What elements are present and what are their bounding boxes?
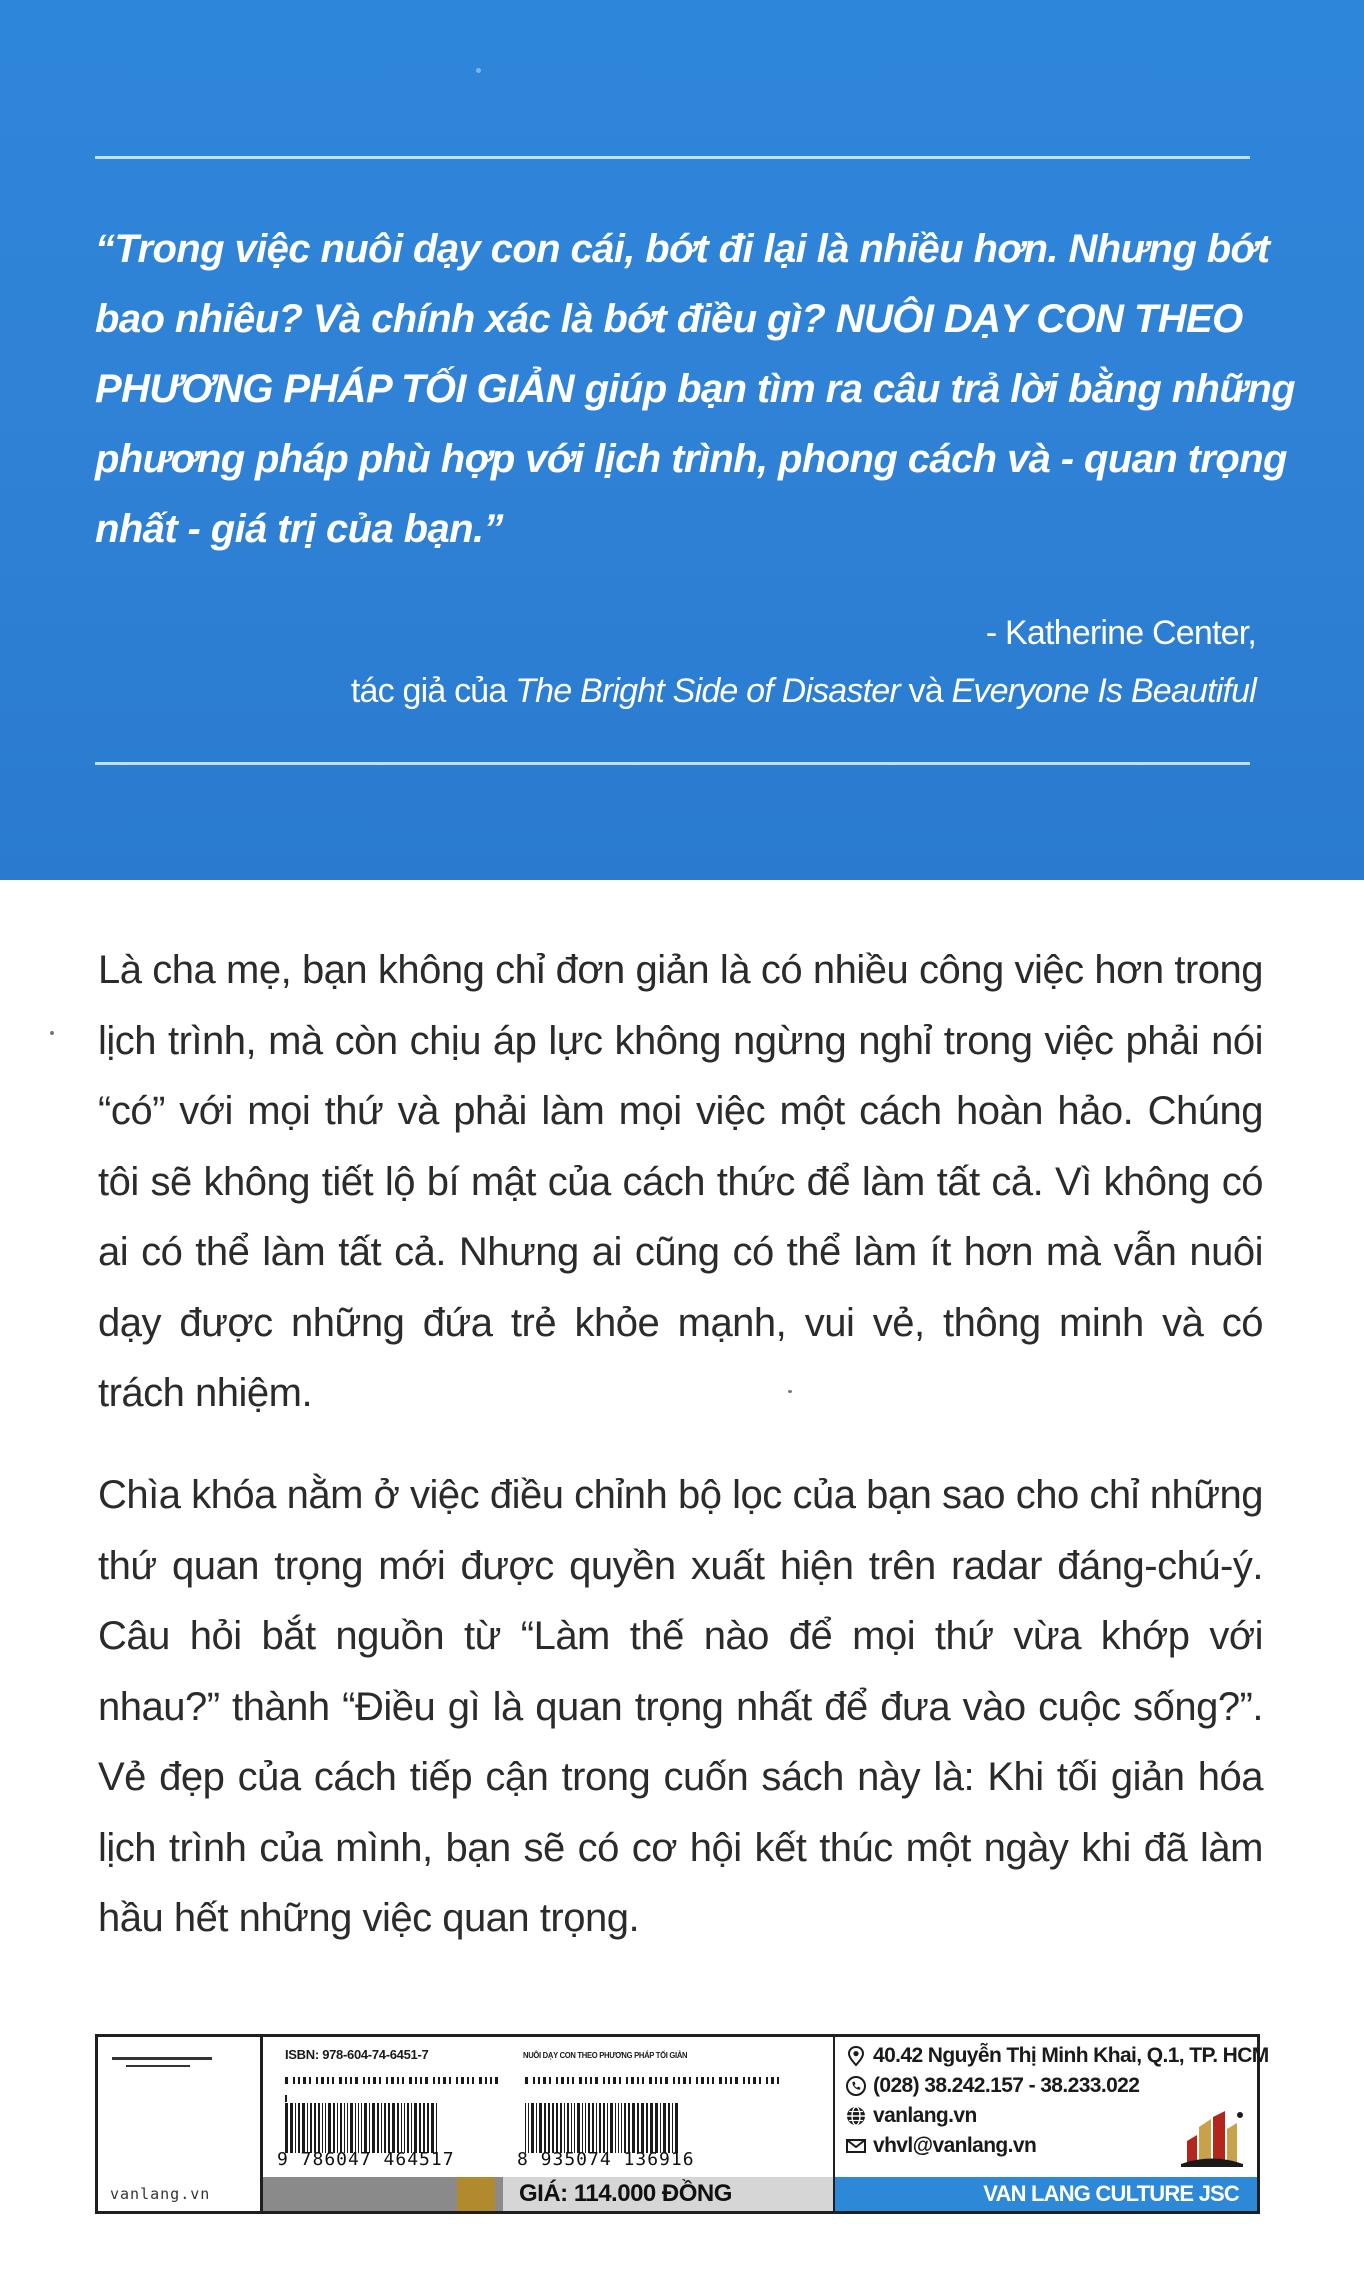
barcode-tick	[719, 2077, 722, 2084]
quote-top-rule	[95, 156, 1250, 159]
barcode-tick	[701, 2077, 704, 2084]
barcode-stripe	[607, 2103, 608, 2153]
barcode-tick	[386, 2077, 388, 2084]
barcode-tick	[373, 2077, 376, 2084]
barcode-tick	[461, 2077, 464, 2084]
barcode-tick	[327, 2077, 329, 2084]
barcode-stripe	[388, 2103, 390, 2153]
barcode-stripe	[641, 2103, 644, 2153]
barcode-stripe	[544, 2103, 546, 2153]
address-row	[845, 2041, 1269, 2071]
barcode-tick	[350, 2077, 352, 2084]
quote-line: “Trong việc nuôi dạy con cái, bớt đi lại là nhiều hơn. Nhưng bớt	[95, 227, 1270, 271]
barcode-stripe	[632, 2103, 635, 2153]
barcode-stripe	[577, 2103, 580, 2153]
quote-line: PHƯƠNG PHÁP TỐI GIẢN giúp bạn tìm ra câu trả lời bằng những	[95, 367, 1295, 411]
barcode-tick	[479, 2077, 482, 2084]
barcode-tick	[485, 2077, 487, 2084]
barcode-tick	[379, 2077, 381, 2084]
barcode-stripe	[539, 2103, 542, 2153]
barcode-tick	[420, 2077, 422, 2084]
barcode-stripe	[660, 2103, 661, 2153]
barcode-stripe	[307, 2103, 308, 2153]
barcode-tick	[561, 2077, 564, 2084]
barcode-stripe	[615, 2103, 616, 2153]
barcode-stripe	[596, 2103, 597, 2153]
barcode-tick	[660, 2077, 662, 2084]
barcode-stripe	[322, 2103, 323, 2153]
barcode-tick	[771, 2077, 774, 2084]
barcode-stripe	[347, 2103, 348, 2153]
barcode-stripe	[384, 2103, 386, 2153]
publisher-logo	[1177, 2107, 1247, 2169]
barcode-stripe	[344, 2103, 345, 2153]
barcode-tick	[303, 2077, 306, 2084]
barcode-tick	[683, 2077, 686, 2084]
isbn-barcode	[263, 2037, 503, 2177]
barcode-stripe	[592, 2103, 594, 2153]
company-name: VAN LANG CULTURE JSC	[835, 2177, 1257, 2211]
barcode-tick	[637, 2077, 639, 2084]
barcode-tick	[402, 2077, 404, 2084]
barcode-stripe	[663, 2103, 666, 2153]
publisher-site-cell	[98, 2037, 263, 2211]
barcode-tick	[438, 2077, 440, 2084]
barcode-stripe	[302, 2103, 305, 2153]
page-speck	[788, 1390, 792, 1393]
endorsement-quote	[95, 214, 1295, 564]
barcode-stripe	[531, 2103, 534, 2153]
barcode-stripe	[536, 2103, 537, 2153]
barcode-stripe	[650, 2103, 653, 2153]
panel-speck	[476, 68, 481, 73]
gold-marker	[457, 2177, 495, 2211]
logo-mark	[112, 2057, 212, 2060]
credit-and: và	[899, 672, 952, 710]
barcode-stripe	[404, 2103, 405, 2153]
barcode-stripe	[361, 2103, 362, 2153]
barcode-stripe	[525, 2103, 526, 2153]
barcode-tick	[409, 2077, 412, 2084]
globe-icon	[845, 2105, 867, 2127]
site-logo-text: vanlang.vn	[110, 2185, 211, 2203]
website-text: vanlang.vn	[873, 2104, 977, 2127]
barcode-stripe	[628, 2103, 630, 2153]
barcode-tick	[608, 2077, 610, 2084]
phone-row	[845, 2071, 1251, 2101]
quote-author: - Katherine Center,	[985, 614, 1256, 652]
barcode-stripe	[646, 2103, 648, 2153]
barcode-tick	[285, 2077, 288, 2084]
barcode-stripe	[328, 2103, 331, 2153]
barcode-tick	[339, 2077, 342, 2084]
barcode-tick	[696, 2077, 698, 2084]
barcode-stripe	[318, 2103, 320, 2153]
barcode-tick	[538, 2077, 540, 2084]
barcode-stripe	[675, 2103, 678, 2153]
ean-bars	[525, 2103, 680, 2153]
barcode-tick	[449, 2077, 451, 2084]
barcode-stripe	[350, 2103, 353, 2153]
author-credit	[351, 662, 1256, 720]
barcode-stripe	[285, 2103, 288, 2153]
barcode-stripe	[618, 2103, 619, 2153]
logo-mark	[126, 2065, 190, 2067]
barcode-stripe	[585, 2103, 586, 2153]
barcode-tick	[391, 2077, 394, 2084]
barcode-tick	[443, 2077, 446, 2084]
barcode-stripe	[369, 2103, 370, 2153]
barcode-tick	[309, 2077, 311, 2084]
barcode-tick	[433, 2077, 435, 2084]
ean-barcode	[503, 2037, 833, 2177]
barcode-tick	[456, 2077, 458, 2084]
barcode-tick	[332, 2077, 334, 2084]
barcode-stripe	[624, 2103, 626, 2153]
barcode-stripe	[314, 2103, 316, 2153]
barcode-tick	[556, 2077, 558, 2084]
barcode-tick	[415, 2077, 417, 2084]
barcode-tick	[673, 2077, 675, 2084]
barcode-tick	[585, 2077, 587, 2084]
quote-line: bao nhiêu? Và chính xác là bớt điều gì? NUÔI DẠY CON THEO	[95, 297, 1243, 341]
barcode-tick	[626, 2077, 628, 2084]
isbn-bars	[285, 2103, 439, 2153]
book-title-2: Everyone Is Beautiful	[951, 672, 1256, 710]
barcode-stripe	[397, 2103, 399, 2153]
isbn-digits: 9 786047 464517	[277, 2149, 455, 2170]
barcode-tick	[355, 2077, 358, 2084]
barcode-tick	[567, 2077, 569, 2084]
barcode-tick	[525, 2077, 528, 2084]
barcode-tick	[753, 2077, 756, 2084]
isbn-label: ISBN: 978-604-74-6451-7	[285, 2047, 429, 2062]
barcode-stripe	[571, 2103, 572, 2153]
barcode-stripe	[381, 2103, 382, 2153]
barcode-stripe	[411, 2103, 412, 2153]
barcode-stripe	[377, 2103, 379, 2153]
barcode-tick	[572, 2077, 574, 2084]
barcode-stripe	[419, 2103, 421, 2153]
barcode-stripe	[340, 2103, 342, 2153]
barcode-stripe	[364, 2103, 367, 2153]
barcode-stripe	[603, 2103, 605, 2153]
ean-digits: 8 935074 136916	[517, 2149, 695, 2170]
barcode-tick	[777, 2077, 779, 2084]
barcode-stripe	[610, 2103, 613, 2153]
book-title-1: The Bright Side of Disaster	[515, 672, 900, 710]
barcode-stripe	[564, 2103, 565, 2153]
price-label: GIÁ: 114.000 ĐỒNG	[503, 2177, 833, 2211]
barcode-tick	[603, 2077, 605, 2084]
barcode-tick	[766, 2077, 768, 2084]
barcode-tick	[642, 2077, 644, 2084]
quote-attribution	[351, 604, 1256, 720]
barcode-tick	[490, 2077, 492, 2084]
barcode-stripe	[672, 2103, 673, 2153]
barcode-tick	[707, 2077, 709, 2084]
barcode-tick	[533, 2077, 535, 2084]
barcode-stripe	[401, 2103, 402, 2153]
barcode-stripe	[427, 2103, 429, 2153]
barcode-stripe	[423, 2103, 425, 2153]
isbn-tick-row	[285, 2077, 503, 2085]
quote-line: nhất - giá trị của bạn.”	[95, 507, 503, 551]
barcode-stripe	[436, 2103, 437, 2153]
barcode-tick	[649, 2077, 652, 2084]
barcode-stripe	[414, 2103, 417, 2153]
barcode-stripe	[548, 2103, 550, 2153]
barcode-tick	[345, 2077, 347, 2084]
blurb-paragraph-2: Chìa khóa nằm ở việc điều chỉnh bộ lọc của bạn sao cho chỉ những thứ quan trọng mới được quyền xuất hiện trên radar đáng-chú-ý. Câu hỏi bắt nguồn từ “Làm thế nào để mọi thứ vừa khớp với nhau?” thành “Điều gì là quan trọng nhất để đưa vào cuộc sống?”. Vẻ đẹp của cách tiếp cận trong cuốn sách này là: Khi tối giản hóa lịch trình của mình, bạn sẽ có cơ hội kết thúc một ngày khi đã làm hầu hết những việc quan trọng.	[98, 1473, 1263, 1940]
barcode-stripe	[337, 2103, 338, 2153]
barcode-tick	[735, 2077, 738, 2084]
barcode-tick	[579, 2077, 582, 2084]
barcode-stripe	[574, 2103, 575, 2153]
barcode-tick	[316, 2077, 318, 2084]
barcode-tick	[613, 2077, 616, 2084]
barcode-stripe	[528, 2103, 529, 2153]
barcode-stripe	[556, 2103, 558, 2153]
barcode-stripe	[552, 2103, 554, 2153]
quote-panel	[0, 0, 1364, 880]
barcode-stripe	[599, 2103, 601, 2153]
barcode-stripe	[588, 2103, 590, 2153]
blurb-paragraph-1: Là cha mẹ, bạn không chỉ đơn giản là có nhiều công việc hơn trong lịch trình, mà còn chịu áp lực không ngừng nghỉ trong việc phải nói “có” với mọi thứ và phải làm mọi việc một cách hoàn hảo. Chúng tôi sẽ không tiết lộ bí mật của cách thức để làm tất cả. Vì không có ai có thể làm tất cả. Nhưng ai cũng có thể làm ít hơn mà vẫn nuôi dạy được những đứa trẻ khỏe mạnh, vui vẻ, thông minh và có trách nhiệm.	[98, 948, 1263, 1415]
location-pin-icon	[845, 2045, 867, 2067]
barcode-tick	[293, 2077, 295, 2084]
credit-prefix: tác giả của	[350, 672, 516, 710]
barcode-stripe	[333, 2103, 335, 2153]
barcode-tick	[321, 2077, 324, 2084]
barcode-tick	[472, 2077, 474, 2084]
barcode-tick	[590, 2077, 592, 2084]
phone-text: (028) 38.242.157 - 38.233.022	[873, 2074, 1140, 2097]
barcode-stripe	[325, 2103, 326, 2153]
barcode-tick	[748, 2077, 750, 2084]
barcode-tick	[678, 2077, 680, 2084]
barcode-tick	[298, 2077, 300, 2084]
barcode-cell	[263, 2037, 835, 2211]
ean-tick-row	[525, 2077, 782, 2085]
barcode-tick	[543, 2077, 546, 2084]
barcode-tick	[595, 2077, 598, 2084]
barcode-tick	[368, 2077, 370, 2084]
barcode-tick	[759, 2077, 761, 2084]
barcode-tick	[285, 2095, 287, 2102]
barcode-stripe	[567, 2103, 569, 2153]
barcode-tick	[425, 2077, 428, 2084]
barcode-stripe	[655, 2103, 658, 2153]
quote-bottom-rule	[95, 762, 1250, 765]
barcode-stripe	[560, 2103, 562, 2153]
publisher-contact-cell	[835, 2037, 1269, 2211]
barcode-tick	[363, 2077, 365, 2084]
barcode-stripe	[290, 2103, 293, 2153]
barcode-tick	[549, 2077, 551, 2084]
barcode-tick	[712, 2077, 714, 2084]
barcode-tick	[495, 2077, 498, 2084]
quote-line: phương pháp phù hợp với lịch trình, phong cách và - quan trọng	[95, 437, 1287, 481]
barcode-stripe	[407, 2103, 409, 2153]
barcode-stripe	[668, 2103, 670, 2153]
barcode-stripe	[310, 2103, 312, 2153]
barcode-tick	[725, 2077, 727, 2084]
mail-icon	[845, 2135, 867, 2157]
barcode-tick	[743, 2077, 745, 2084]
page-speck	[50, 1031, 54, 1035]
barcode-stripe	[621, 2103, 622, 2153]
email-text: vhvl@vanlang.vn	[873, 2134, 1037, 2157]
barcode-tick	[689, 2077, 691, 2084]
barcode-tick	[655, 2077, 657, 2084]
barcode-stripe	[392, 2103, 395, 2153]
barcode-tick	[397, 2077, 399, 2084]
ean-label: NUÔI DẠY CON THEO PHƯƠNG PHÁP TỐI GIẢN	[523, 2051, 688, 2060]
phone-icon	[845, 2075, 867, 2097]
address-text: 40.42 Nguyễn Thị Minh Khai, Q.1, TP. HCM	[873, 2044, 1269, 2067]
barcode-stripe	[295, 2103, 296, 2153]
barcode-tick	[730, 2077, 732, 2084]
barcode-stripe	[637, 2103, 639, 2153]
book-info-bar	[95, 2034, 1269, 2214]
barcode-stripe	[355, 2103, 356, 2153]
barcode-stripe	[431, 2103, 434, 2153]
barcode-stripe	[358, 2103, 359, 2153]
barcode-tick	[631, 2077, 634, 2084]
barcode-stripe	[372, 2103, 375, 2153]
barcode-stripe	[582, 2103, 583, 2153]
barcode-tick	[619, 2077, 621, 2084]
barcode-stripe	[298, 2103, 300, 2153]
barcode-tick	[467, 2077, 469, 2084]
barcode-tick	[665, 2077, 668, 2084]
